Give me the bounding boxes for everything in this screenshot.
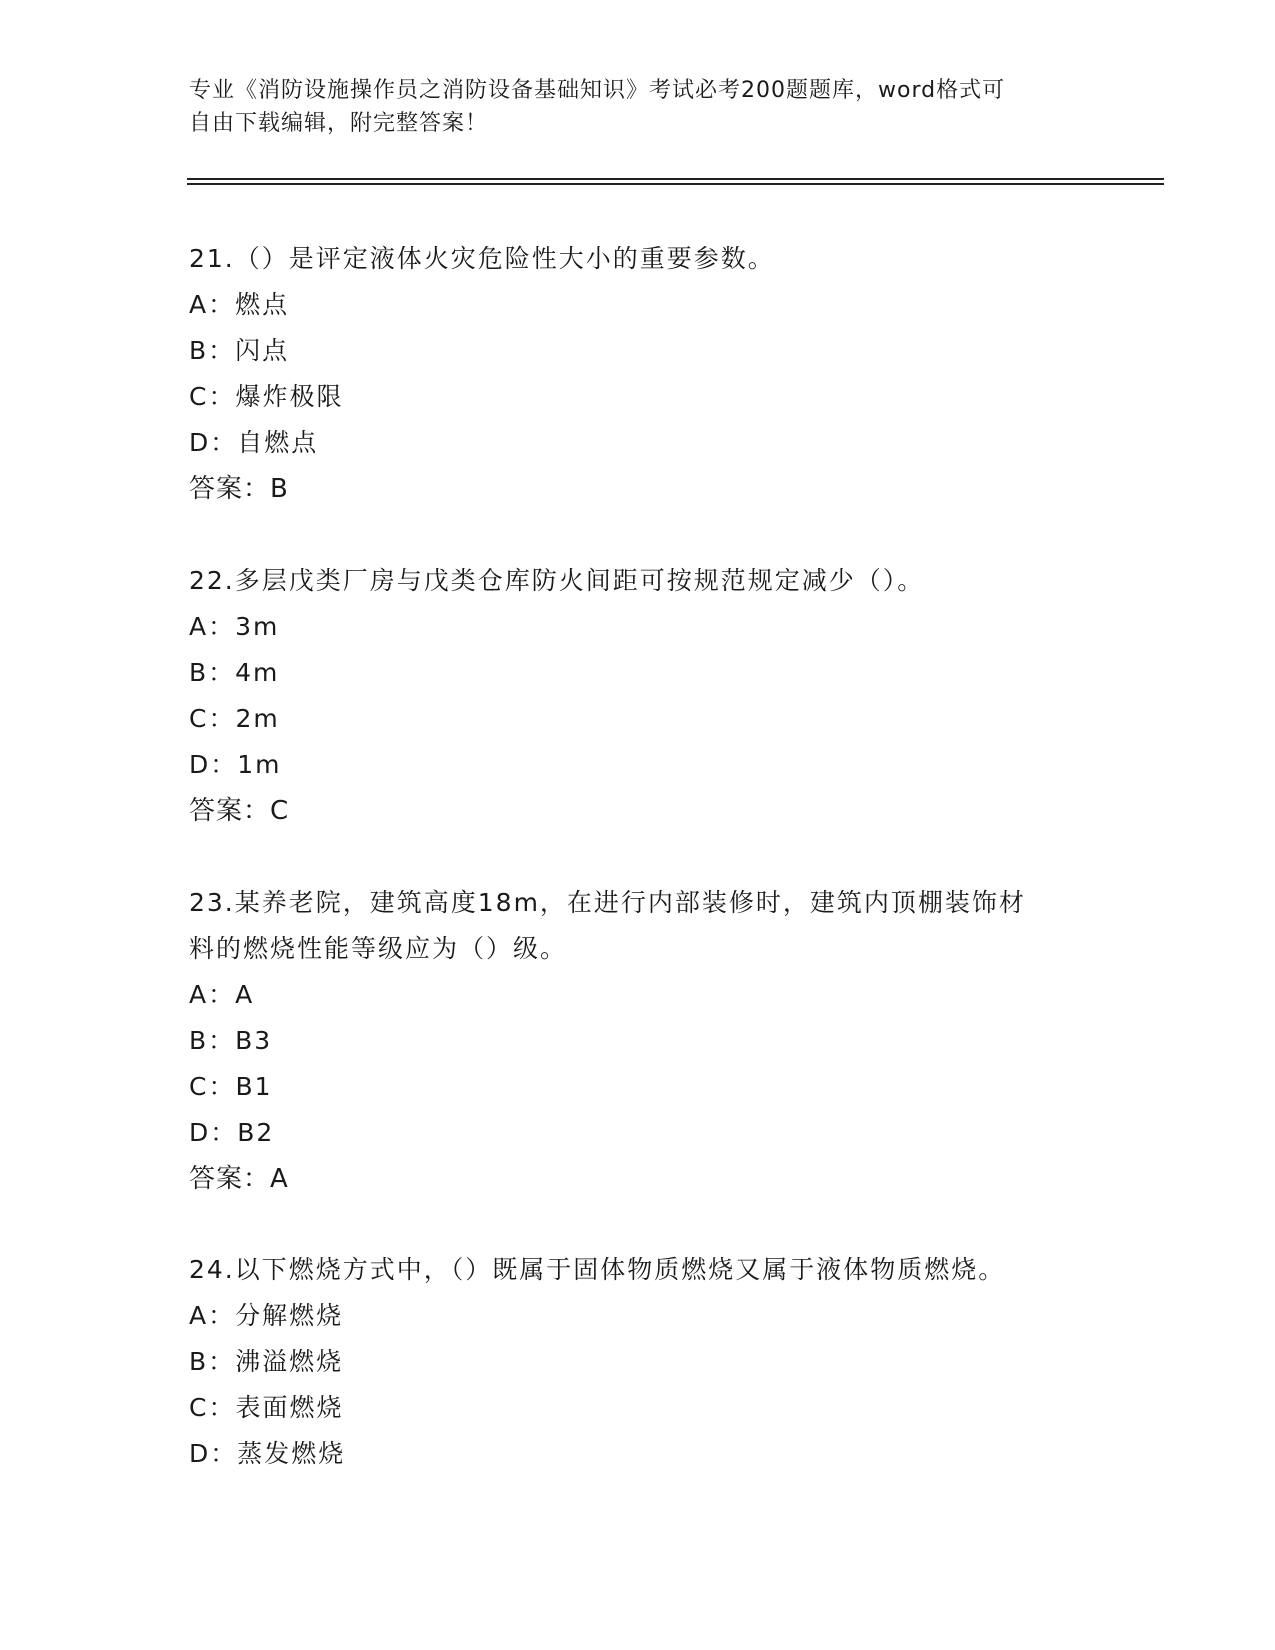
option-d: D：蒸发燃烧 [189, 1439, 346, 1468]
question-stem-line-2: 料的燃烧性能等级应为（）级。 [189, 934, 568, 963]
option-b: B：B3 [189, 1026, 273, 1055]
option-c: C：2m [189, 704, 280, 733]
question-22 [189, 558, 1089, 834]
option-a: A：分解燃烧 [189, 1301, 344, 1330]
option-d: D：B2 [189, 1118, 275, 1147]
document-header [189, 74, 1069, 140]
question-stem: 21.（）是评定液体火灾危险性大小的重要参数。 [189, 244, 775, 273]
option-a: A：燃点 [189, 290, 290, 319]
option-c: C：表面燃烧 [189, 1393, 344, 1422]
header-divider-bottom [187, 183, 1164, 185]
header-line-2: 自由下载编辑，附完整答案！ [189, 111, 489, 136]
question-stem: 22.多层戊类厂房与戊类仓库防火间距可按规范规定减少（）。 [189, 566, 925, 595]
option-c: C：B1 [189, 1072, 273, 1101]
question-24 [189, 1247, 1089, 1477]
question-23 [189, 880, 1089, 1202]
option-a: A：3m [189, 612, 280, 641]
question-stem-line-1: 23.某养老院，建筑高度18m，在进行内部装修时，建筑内顶棚装饰材 [189, 888, 1026, 917]
option-d: D：1m [189, 750, 282, 779]
answer-label: 答案：B [189, 474, 289, 504]
question-21 [189, 236, 1089, 512]
option-b: B：沸溢燃烧 [189, 1347, 344, 1376]
answer-label: 答案：A [189, 1164, 289, 1194]
option-c: C：爆炸极限 [189, 382, 344, 411]
header-line-1: 专业《消防设施操作员之消防设备基础知识》考试必考200题题库，word格式可 [189, 78, 1006, 103]
option-b: B：闪点 [189, 336, 290, 365]
question-stem: 24.以下燃烧方式中，（）既属于固体物质燃烧又属于液体物质燃烧。 [189, 1255, 1006, 1284]
option-b: B：4m [189, 658, 280, 687]
header-divider-top [187, 178, 1164, 180]
answer-label: 答案：C [189, 796, 290, 826]
option-a: A：A [189, 980, 255, 1009]
option-d: D：自燃点 [189, 428, 319, 457]
